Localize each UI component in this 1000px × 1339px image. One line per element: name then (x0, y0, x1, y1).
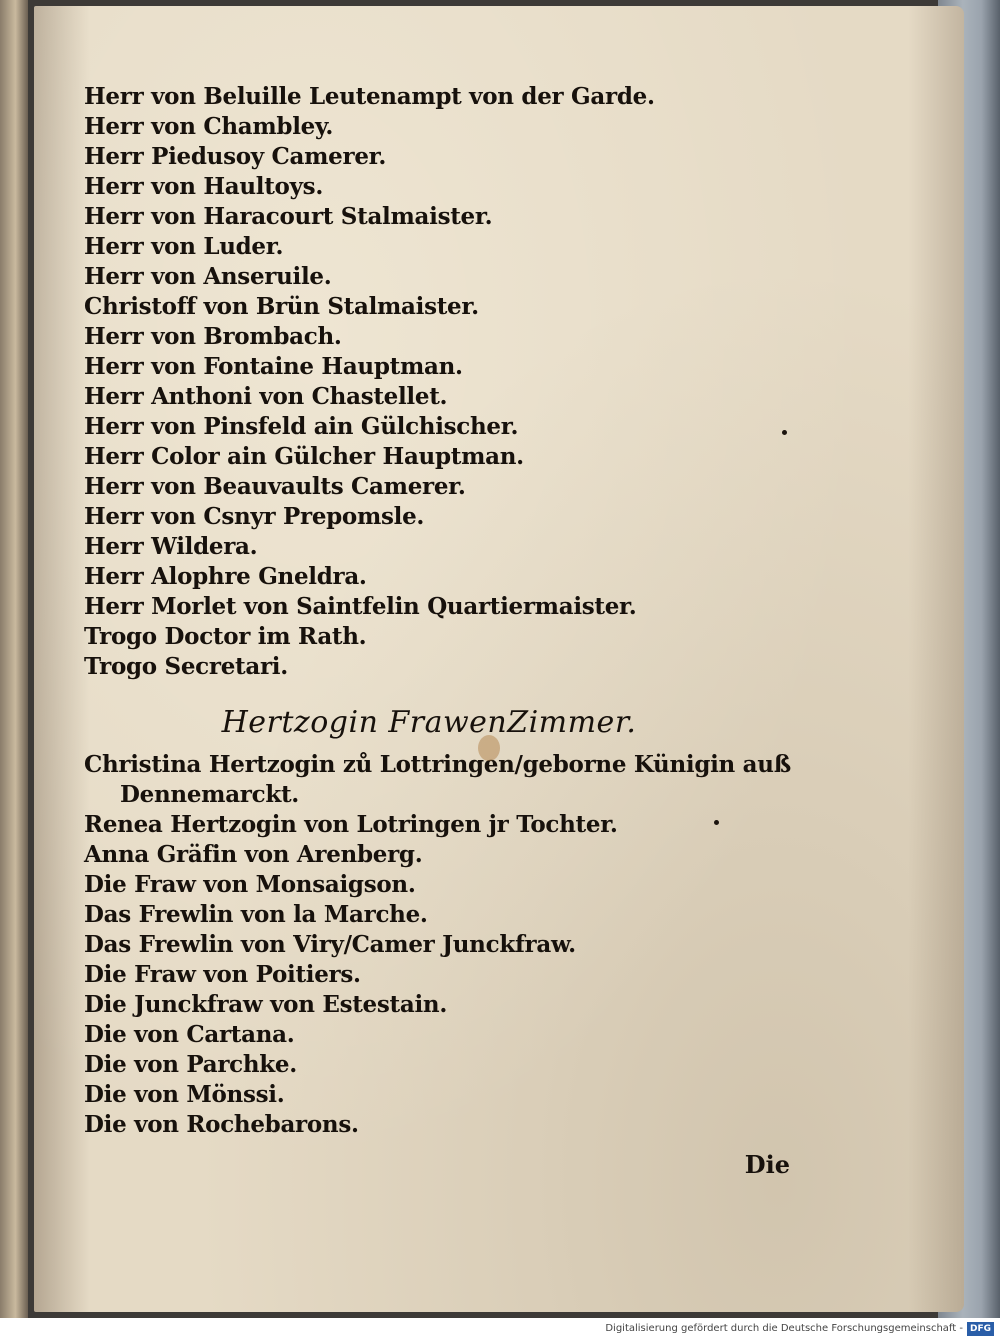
footer-credit: Digitalisierung gefördert durch die Deutsche Forschungsgemeinschaft - (605, 1323, 963, 1334)
entry-line: Herr Piedusoy Camerer. (84, 143, 387, 170)
entry-line: Herr von Fontaine Hauptman. (84, 353, 463, 380)
women-list (84, 750, 844, 1140)
entry-line: Herr von Luder. (84, 233, 284, 260)
women-line: Anna Gräfin von Arenberg. (84, 841, 423, 868)
entry-list (84, 82, 844, 682)
entry-line: Herr von Brombach. (84, 323, 342, 350)
entry-line: Herr von Pinsfeld ain Gülchischer. (84, 413, 519, 440)
entry-line: Herr Color ain Gülcher Hauptman. (84, 443, 524, 470)
entry-line: Herr Morlet von Saintfelin Quartiermaister. (84, 593, 637, 620)
entry-line: Herr von Anseruile. (84, 263, 332, 290)
women-line: Die Fraw von Monsaigson. (84, 871, 416, 898)
entry-line: Herr Alophre Gneldra. (84, 563, 367, 590)
entry-line: Herr von Haultoys. (84, 173, 324, 200)
women-line: Die Fraw von Poitiers. (84, 961, 361, 988)
paper-stain (478, 735, 500, 761)
catchword: Die (744, 1150, 790, 1179)
women-line: Das Frewlin von Viry/Camer Junckfraw. (84, 931, 576, 958)
page-text (84, 82, 844, 1140)
entry-line: Christoff von Brün Stalmaister. (84, 293, 479, 320)
women-line: Die von Parchke. (84, 1051, 297, 1078)
section-heading: Hertzogin FrawenZimmer. (221, 705, 637, 740)
digitization-footer (0, 1318, 1000, 1339)
women-line: Die von Rochebarons. (84, 1111, 359, 1138)
dfg-logo: DFG (967, 1322, 994, 1336)
entry-line: Herr von Chambley. (84, 113, 334, 140)
left-page-edge (0, 0, 28, 1318)
entry-line: Herr von Csnyr Prepomsle. (84, 503, 425, 530)
entry-line: Herr von Beauvaults Camerer. (84, 473, 466, 500)
entry-line: Herr von Beluille Leutenampt von der Garde. (84, 83, 655, 110)
entry-line: Trogo Secretari. (84, 653, 288, 680)
entry-line: Herr Wildera. (84, 533, 258, 560)
women-line-continuation: Dennemarckt. (120, 781, 299, 808)
women-line: Die von Mönssi. (84, 1081, 285, 1108)
women-line: Renea Hertzogin von Lotringen jr Tochter. (84, 811, 618, 838)
entry-line: Herr Anthoni von Chastellet. (84, 383, 448, 410)
women-line: Die Junckfraw von Estestain. (84, 991, 448, 1018)
ink-speck (714, 820, 719, 825)
women-line: Christina Hertzogin zů Lottringen/geborne Künigin auß (84, 751, 791, 778)
women-line: Die von Cartana. (84, 1021, 295, 1048)
entry-line: Herr von Haracourt Stalmaister. (84, 203, 493, 230)
women-line: Das Frewlin von la Marche. (84, 901, 428, 928)
ink-speck (782, 430, 787, 435)
entry-line: Trogo Doctor im Rath. (84, 623, 367, 650)
